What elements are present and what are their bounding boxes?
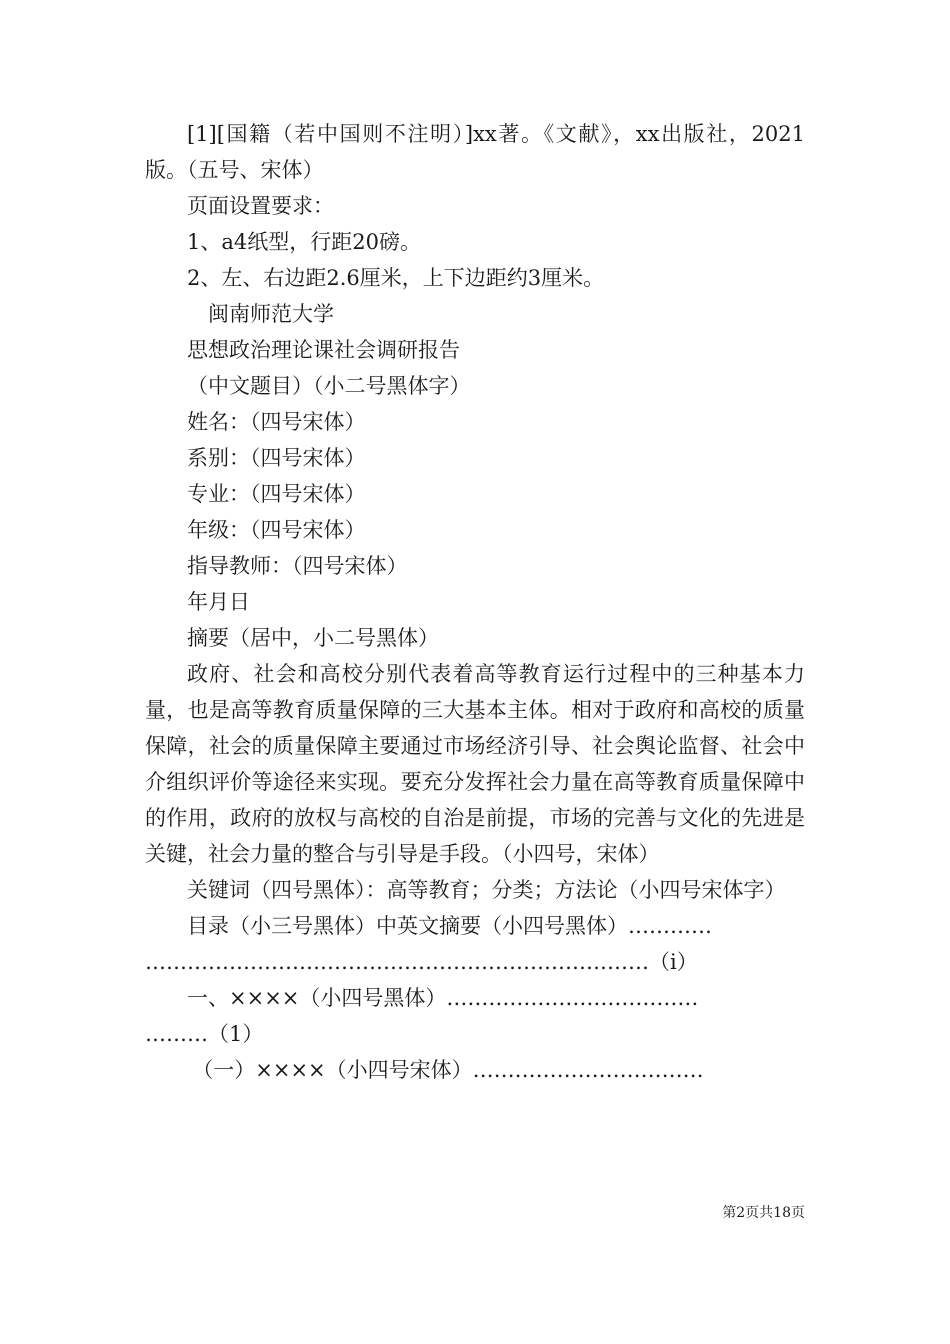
page-setup-heading: 页面设置要求： <box>187 194 334 218</box>
advisor-field: 指导教师：（四号宋体） <box>187 554 408 578</box>
abstract-body: 政府、社会和高校分别代表着高等教育运行过程中的三种基本力量，也是高等教育质量保障的三大基本主体。相对于政府和高校的质量保障，社会的质量保障主要通过市场经济引导、社会舆论监督、社会中介组织评价等途径来实现。要充分发挥社会力量在高等教育质量保障中的作用，政府的放权与高校的自治是前提，市场的完善与文化的先进是关键，社会力量的整合与引导是手段。（小四号，宋体） <box>145 662 805 866</box>
grade-field: 年级：（四号宋体） <box>187 518 366 542</box>
toc-entry-subsection-1: （一）××××（小四号宋体）…………………………… <box>192 1058 704 1082</box>
page-footer: 第2页共18页 <box>722 1205 805 1221</box>
keywords-line: 关键词（四号黑体）：高等教育；分类；方法论（小四号宋体字） <box>187 878 786 902</box>
toc-entry-abstract: 目录（小三号黑体）中英文摘要（小四号黑体）………… <box>187 914 712 938</box>
name-field: 姓名：（四号宋体） <box>187 410 366 434</box>
toc-entry-abstract-continuation: ………………………………………………………………（i） <box>145 950 698 974</box>
toc-entry-section-1-continuation: ………（1） <box>145 1022 264 1046</box>
page-setup-item-1: 1、a4纸型，行距20磅。 <box>187 230 421 254</box>
department-field: 系别：（四号宋体） <box>187 446 366 470</box>
date-field: 年月日 <box>187 590 250 614</box>
reference-entry: [1][国籍（若中国则不注明）]xx著。《文献》，xx出版社，2021版。（五号、宋体） <box>145 122 805 182</box>
page-setup-item-2: 2、左、右边距2.6厘米，上下边距约3厘米。 <box>187 266 605 290</box>
university-name: 闽南师范大学 <box>208 302 334 326</box>
major-field: 专业：（四号宋体） <box>187 482 366 506</box>
report-title: 思想政治理论课社会调研报告 <box>187 338 460 362</box>
document-body <box>145 116 805 1088</box>
chinese-title-placeholder: （中文题目）（小二号黑体字） <box>187 374 471 398</box>
toc-entry-section-1: 一、××××（小四号黑体）……………………………… <box>187 986 699 1010</box>
abstract-heading: 摘要（居中，小二号黑体） <box>187 626 439 650</box>
